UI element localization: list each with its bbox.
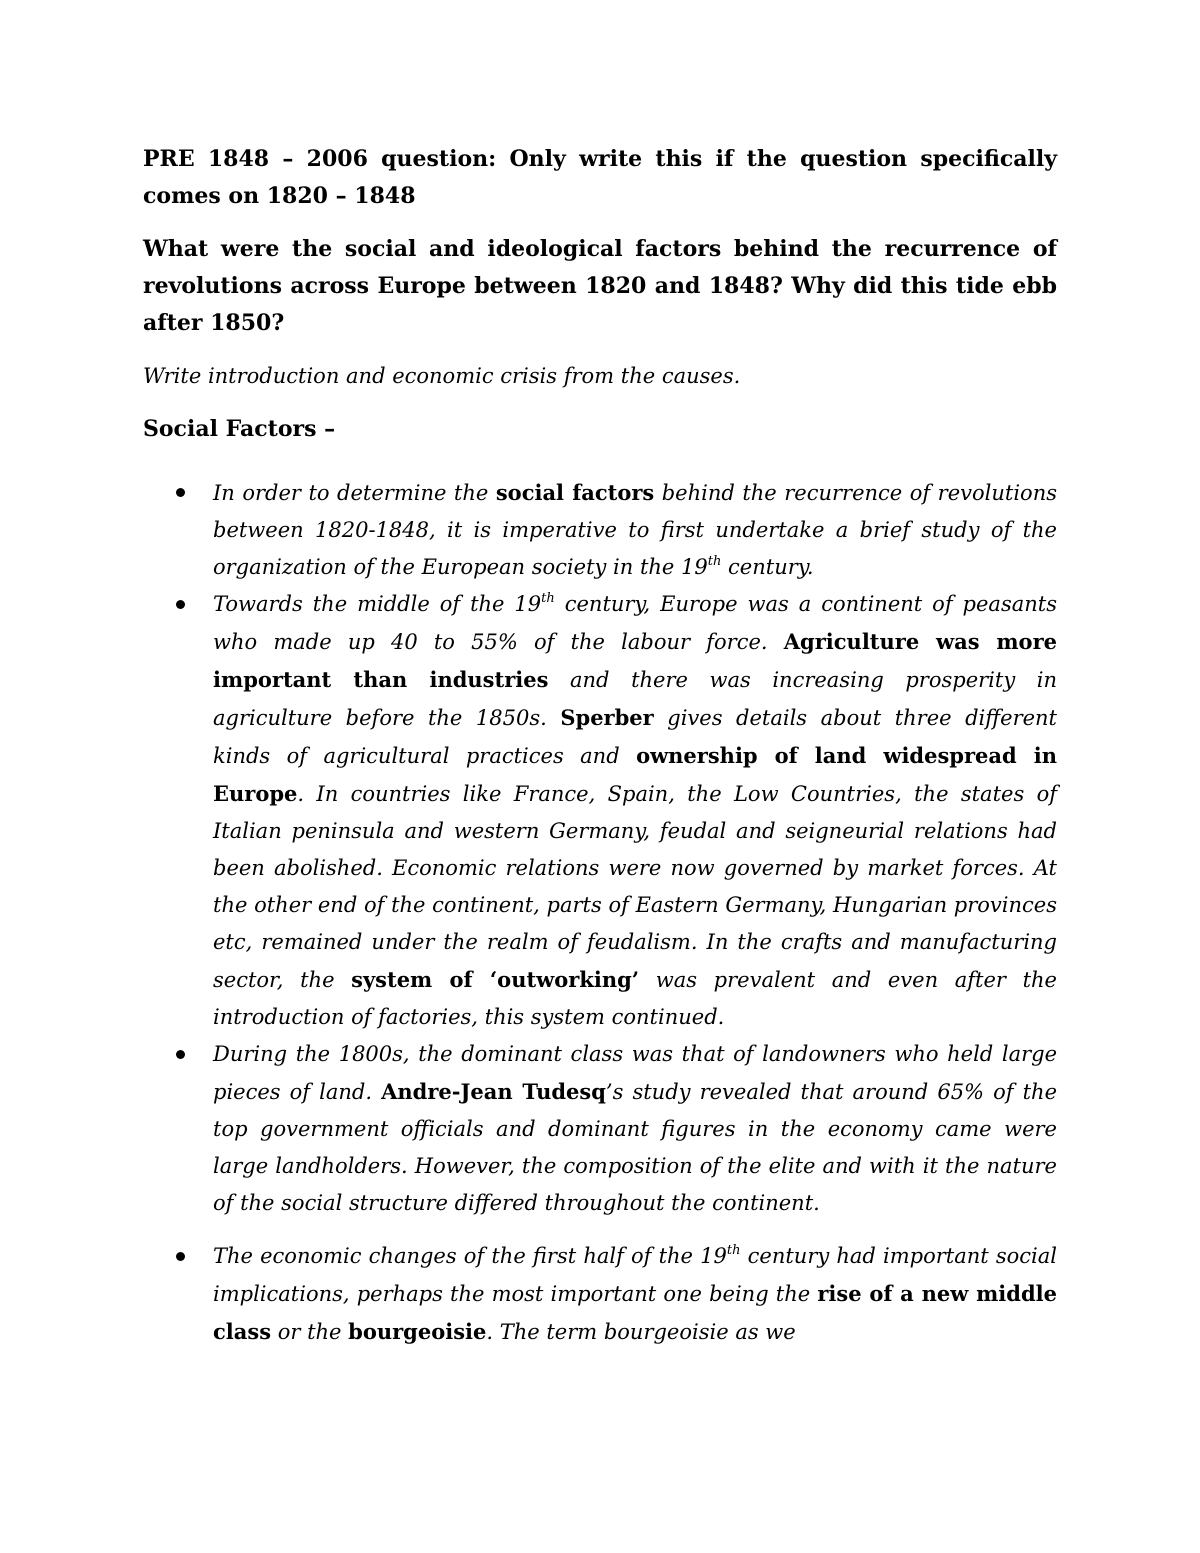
bullet-dot-icon — [176, 1050, 185, 1059]
bold-term: social factors — [495, 480, 655, 505]
bullet-item-2: Towards the middle of the 19th century, Europe was a continent of peasants who made up 40 to 55% of the labour force. Agriculture was more important than industries and there was increasing prosperity in agriculture before the 1850s. Sperber gives details about three different kinds of agricultural practices and ownership of land widespread in Europe. In countries like France, Spain, the Low Countries, the states of Italian peninsula and western Germany, feudal and seigneurial relations had been abolished. Economic relations were now governed by market forces. At the other end of the continent, parts of Eastern Germany, Hungarian provinces etc, remained under the realm of feudalism. In the crafts and manufacturing sector, the system of ‘outworking’ was prevalent and even after the introduction of factories, this system continued. — [143, 586, 1057, 1036]
instruction-note: Write introduction and economic crisis from the causes. — [143, 364, 741, 388]
bullet-dot-icon — [176, 488, 185, 497]
question-heading: What were the social and ideological factors behind the recurrence of revolutions across Europe between 1820 and 1848? Why did this tide ebb after 1850? — [143, 236, 1057, 336]
bullet-item-3: During the 1800s, the dominant class was that of landowners who held large pieces of land. Andre-Jean Tudesq’s study revealed that around 65% of the top government officials and dominant figures in the economy came were large landholders. However, the composition of the elite and with it the nature of the social structure differed throughout the continent. — [143, 1036, 1057, 1222]
bold-term: Andre-Jean Tudesq — [381, 1079, 606, 1104]
document-body — [143, 141, 1057, 1351]
bold-term: Sperber — [560, 705, 654, 730]
question-note-heading: PRE 1848 – 2006 question: Only write this if the question specifically comes on 1820 – 1848 — [143, 146, 1057, 209]
bullet-list — [143, 474, 1057, 1351]
bullet-dot-icon — [176, 600, 185, 609]
bold-term: Agriculture was more important than industries — [213, 629, 1057, 692]
bullet-item-4: The economic changes of the first half of the 19th century had important social implications, perhaps the most important one being the rise of a new middle class or the bourgeoisie. The term bourgeoisie as we — [143, 1238, 1057, 1351]
bullet-dot-icon — [176, 1252, 185, 1261]
section-title-social-factors: Social Factors – — [143, 416, 336, 442]
bullet-item-1: In order to determine the social factors behind the recurrence of revolutions between 1820-1848, it is imperative to first undertake a brief study of the organization of the European society in the 19th century. — [143, 474, 1057, 586]
bold-term: rise of a new middle class — [213, 1281, 1057, 1344]
bold-term: ownership of land widespread in Europe — [213, 743, 1058, 806]
bold-term: bourgeoisie — [348, 1319, 487, 1344]
bold-term: system of ‘outworking’ — [351, 967, 640, 992]
